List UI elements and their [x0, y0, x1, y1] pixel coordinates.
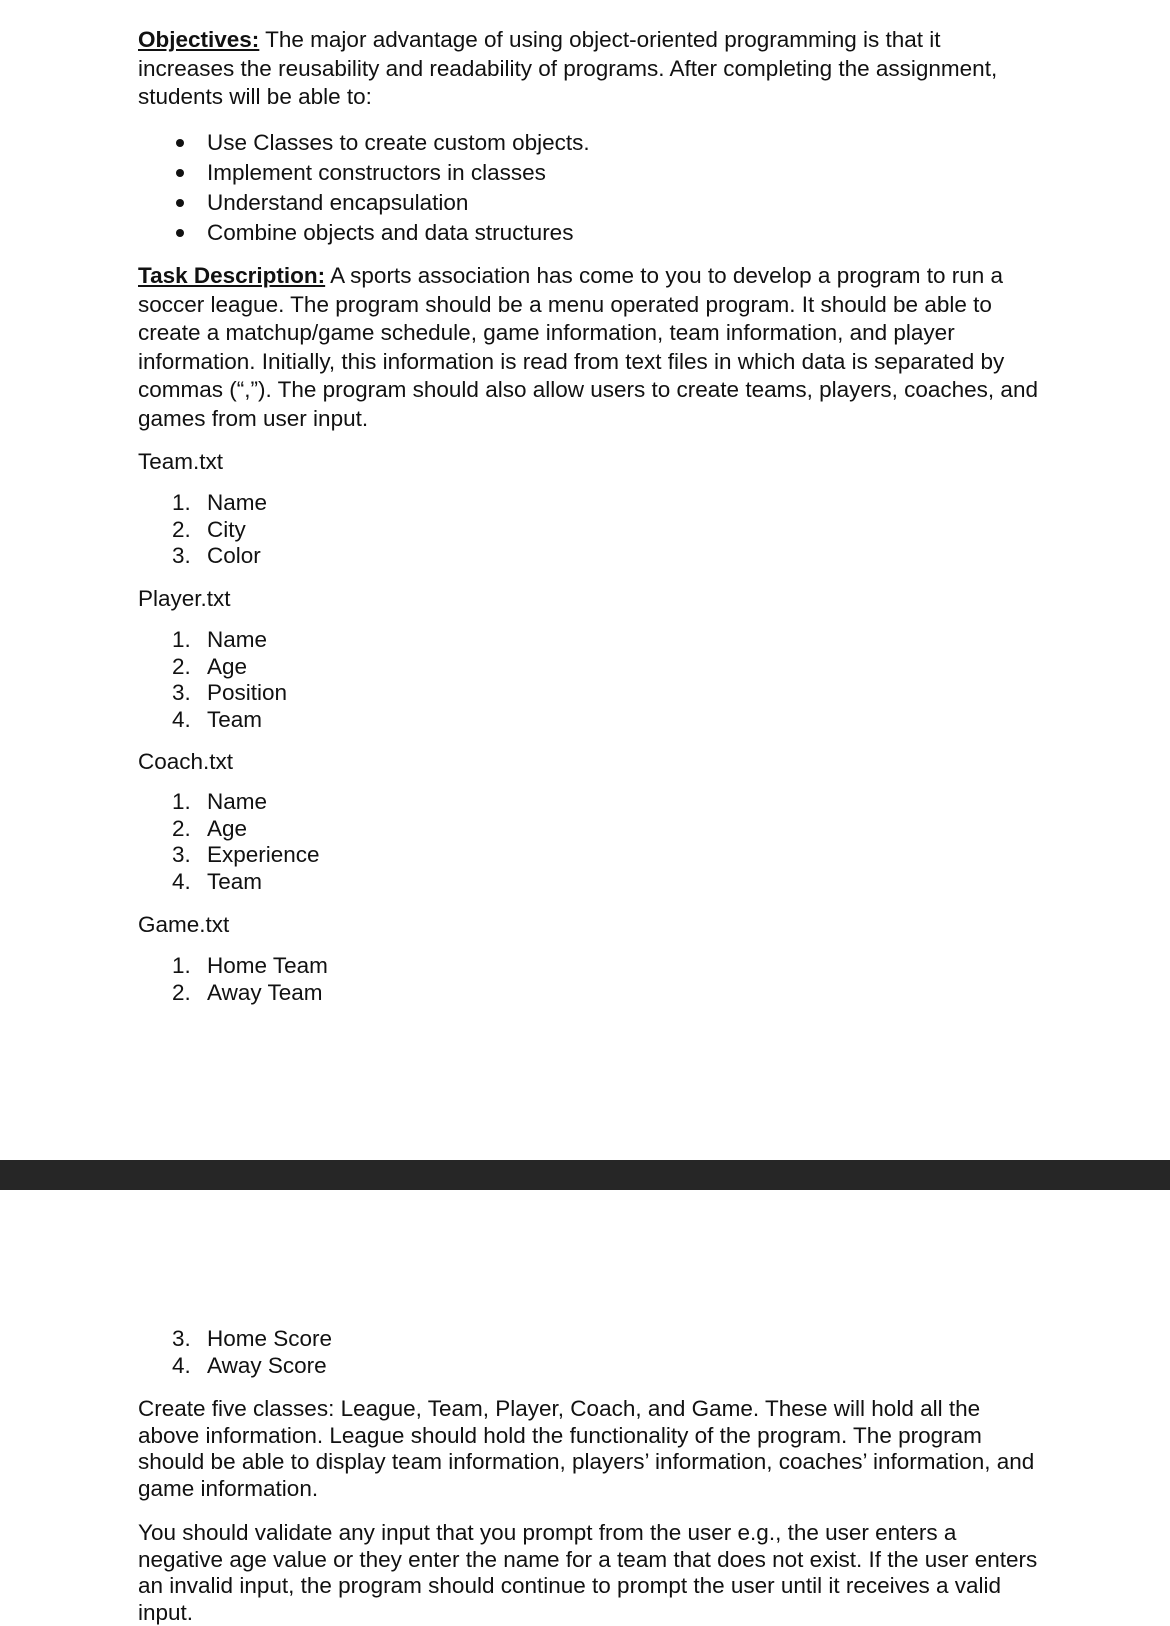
player-file-section — [138, 585, 1038, 733]
list-item: 1. Name — [172, 490, 268, 515]
game-file-section-continued — [138, 1326, 1038, 1379]
objectives-section — [138, 26, 1038, 112]
list-item: 3. Home Score — [172, 1326, 333, 1351]
team-file-section — [138, 448, 1038, 570]
list-item: 1. Home Team — [172, 953, 328, 978]
player-file-label: Player.txt — [138, 586, 231, 611]
bullet-icon — [176, 229, 184, 237]
objectives-list — [138, 128, 1038, 248]
objectives-paragraph — [138, 26, 1038, 112]
task-paragraph — [138, 262, 1038, 433]
coach-field-list — [138, 789, 1038, 895]
classes-paragraph: Create five classes: League, Team, Player, Coach, and Game. These will hold all the above information. League should hold the functionality of the program. The program should be able to display team information, players’ information, coaches’ information, and game information. — [138, 1396, 1035, 1501]
page-divider — [0, 1160, 1170, 1190]
list-item: 2. Away Team — [172, 979, 323, 1005]
bullet-icon — [176, 169, 184, 177]
game-file-label: Game.txt — [138, 912, 230, 937]
list-item: 2. Age — [172, 815, 248, 841]
task-section — [138, 262, 1038, 433]
list-item: 2. City — [172, 516, 246, 542]
objective-item: Combine objects and data structures — [138, 218, 1038, 248]
list-item: 1. Name — [172, 627, 268, 652]
bullet-icon — [176, 139, 184, 147]
list-item: 3. Experience — [172, 842, 320, 867]
game-field-list-part-1 — [138, 953, 1038, 1006]
bullet-icon — [176, 199, 184, 207]
objective-item: Understand encapsulation — [138, 188, 1038, 218]
objectives-list-section — [138, 128, 1038, 248]
coach-file-section — [138, 748, 1038, 895]
classes-section — [138, 1396, 1038, 1502]
team-field-list — [138, 490, 1038, 570]
list-item: 3. Color — [172, 543, 261, 568]
task-text: A sports association has come to you to develop a program to run a soccer league. The program should be a menu operated program. It should be able to create a matchup/game schedule, game information, team information, and player information. Initially, this information is read from text files in which data is separated by commas (“,”). The program should also allow users to create teams, players, coaches, and games from user input. — [138, 263, 1038, 431]
list-item: 4. Team — [172, 706, 263, 732]
validation-paragraph: You should validate any input that you prompt from the user e.g., the user enters a negative age value or they enter the name for a team that does not exist. If the user enters an invalid input, the program should continue to prompt the user until it receives a valid input. — [138, 1520, 1038, 1625]
list-item: 4. Team — [172, 868, 263, 894]
list-item: 4. Away Score — [172, 1352, 327, 1378]
list-item: 2. Age — [172, 653, 248, 679]
objective-item: Implement constructors in classes — [138, 158, 1038, 188]
list-item: 1. Name — [172, 789, 268, 814]
objective-item: Use Classes to create custom objects. — [138, 128, 1038, 158]
game-file-section — [138, 911, 1038, 1006]
player-field-list — [138, 627, 1038, 733]
coach-file-label: Coach.txt — [138, 749, 234, 774]
objectives-text: The major advantage of using object-oriented programming is that it increases the reusability and readability of programs. After completing the assignment, students will be able to: — [138, 27, 998, 109]
game-field-list-part-2 — [138, 1326, 1038, 1379]
list-item: 3. Position — [172, 680, 288, 705]
validation-section — [138, 1520, 1038, 1626]
objectives-heading: Objectives: — [138, 27, 260, 52]
document-page-2 — [0, 1190, 1170, 1626]
task-heading: Task Description: — [138, 263, 326, 288]
team-file-label: Team.txt — [138, 449, 224, 474]
